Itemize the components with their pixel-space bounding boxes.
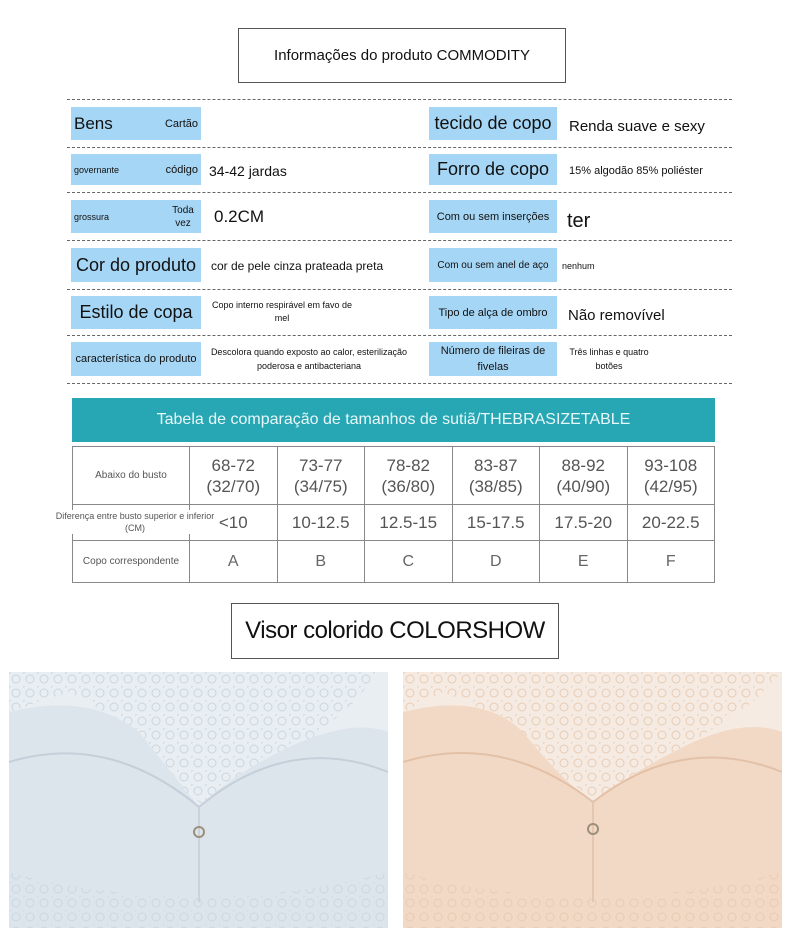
spec-label-product-color bbox=[71, 248, 201, 282]
difference-cell: <10 bbox=[190, 505, 278, 541]
spec-label-feature bbox=[71, 342, 201, 376]
spec-value-cup-style: Copo interno respirável em favo de mel bbox=[211, 300, 353, 323]
spec-label-text: Cor do produto bbox=[75, 254, 197, 275]
product-info-title-text: Informações do produto COMMODITY bbox=[274, 47, 530, 64]
spec-label-subtext: código bbox=[165, 163, 198, 176]
spec-label-text: Estilo de copa bbox=[79, 302, 193, 322]
difference-cell: 15-17.5 bbox=[452, 505, 540, 541]
colorshow-title-text: Visor colorido COLORSHOW bbox=[245, 617, 545, 644]
row-header-cup: Copo correspondente bbox=[73, 541, 190, 583]
spec-label-text: Tipo de alça de ombro bbox=[438, 306, 548, 319]
table-row bbox=[73, 447, 715, 505]
underbust-cell bbox=[627, 447, 715, 505]
spec-label-cup-fabric bbox=[429, 107, 557, 140]
spec-label-text: tecido de copo bbox=[434, 113, 552, 133]
spec-label-text: Bens bbox=[74, 113, 113, 133]
cell-text: 73-77 (34/75) bbox=[293, 455, 348, 496]
spec-row bbox=[67, 335, 732, 384]
spec-label-cup-lining bbox=[429, 154, 557, 185]
size-table-title-text: Tabela de comparação de tamanhos de sutiã/THEBRASIZETABLE bbox=[156, 411, 631, 428]
underbust-cell bbox=[190, 447, 278, 505]
spec-value-inserts: ter bbox=[567, 209, 591, 232]
spec-table bbox=[67, 99, 732, 384]
cup-cell: D bbox=[452, 541, 540, 583]
spec-row bbox=[67, 147, 732, 192]
spec-value-product-color: cor de pele cinza prateada preta bbox=[211, 259, 384, 273]
colorshow-title bbox=[231, 603, 559, 659]
row-header-underbust: Abaixo do busto bbox=[73, 447, 190, 505]
spec-label-inserts bbox=[429, 200, 557, 233]
cup-cell: B bbox=[277, 541, 365, 583]
difference-cell: 20-22.5 bbox=[627, 505, 715, 541]
product-photo-grey bbox=[9, 672, 388, 928]
underbust-cell bbox=[365, 447, 453, 505]
spec-label-steel-ring bbox=[429, 248, 557, 282]
spec-label-goods bbox=[71, 107, 201, 140]
spec-value-buckle-rows: Três linhas e quatro botões bbox=[569, 347, 649, 371]
size-table-title bbox=[72, 398, 715, 442]
spec-label-thickness bbox=[71, 200, 201, 233]
bra-nude-illustration bbox=[403, 672, 782, 928]
cup-cell: E bbox=[540, 541, 628, 583]
table-row bbox=[73, 541, 715, 583]
bra-grey-illustration bbox=[9, 672, 388, 928]
spec-value-strap-type: Não removível bbox=[568, 306, 665, 324]
underbust-cell bbox=[452, 447, 540, 505]
difference-cell: 12.5-15 bbox=[365, 505, 453, 541]
spec-value-cup-fabric: Renda suave e sexy bbox=[569, 117, 705, 135]
spec-label-text: característica do produto bbox=[75, 353, 197, 365]
cell-text: 68-72 (32/70) bbox=[206, 455, 261, 496]
spec-row bbox=[67, 99, 732, 147]
spec-label-text: Número de fileiras de fivelas bbox=[440, 345, 546, 373]
cup-cell: C bbox=[365, 541, 453, 583]
difference-cell: 17.5-20 bbox=[540, 505, 628, 541]
cup-cell: F bbox=[627, 541, 715, 583]
spec-value-feature: Descolora quando exposto ao calor, esterilização poderosa e antibacteriana bbox=[210, 347, 408, 371]
spec-value-steel-ring: nenhum bbox=[562, 261, 595, 271]
spec-label-cup-style bbox=[71, 296, 201, 329]
cell-text: 93-108 (42/95) bbox=[643, 455, 698, 496]
cup-cell: A bbox=[190, 541, 278, 583]
spec-label-text: grossura bbox=[74, 211, 110, 222]
spec-label-text: governante bbox=[74, 164, 120, 175]
spec-value-code: 34-42 jardas bbox=[209, 163, 287, 179]
cell-text: 78-82 (36/80) bbox=[381, 455, 436, 496]
spec-label-buckle-rows bbox=[429, 342, 557, 376]
spec-value-cup-lining: 15% algodão 85% poliéster bbox=[569, 165, 703, 177]
product-info-title bbox=[238, 28, 566, 83]
cell-text: 88-92 (40/90) bbox=[556, 455, 611, 496]
spec-row bbox=[67, 192, 732, 240]
spec-row bbox=[67, 289, 732, 335]
underbust-cell bbox=[540, 447, 628, 505]
spec-label-subtext: Toda vez bbox=[172, 204, 194, 229]
spec-label-ruler bbox=[71, 154, 201, 185]
spec-label-strap-type bbox=[429, 296, 557, 329]
cell-text: 83-87 (38/85) bbox=[468, 455, 523, 496]
spec-value-thickness: 0.2CM bbox=[214, 207, 265, 226]
product-photo-nude bbox=[403, 672, 782, 928]
row-header-difference-label: Diferença entre busto superior e inferior (CM) bbox=[55, 511, 215, 533]
underbust-cell bbox=[277, 447, 365, 505]
spec-label-text: Com ou sem inserções bbox=[436, 210, 550, 223]
spec-label-text: Com ou sem anel de aço bbox=[437, 259, 549, 271]
spec-label-text: Forro de copo bbox=[436, 159, 550, 179]
spec-row bbox=[67, 240, 732, 289]
difference-cell: 10-12.5 bbox=[277, 505, 365, 541]
spec-label-subtext: Cartão bbox=[164, 117, 198, 130]
